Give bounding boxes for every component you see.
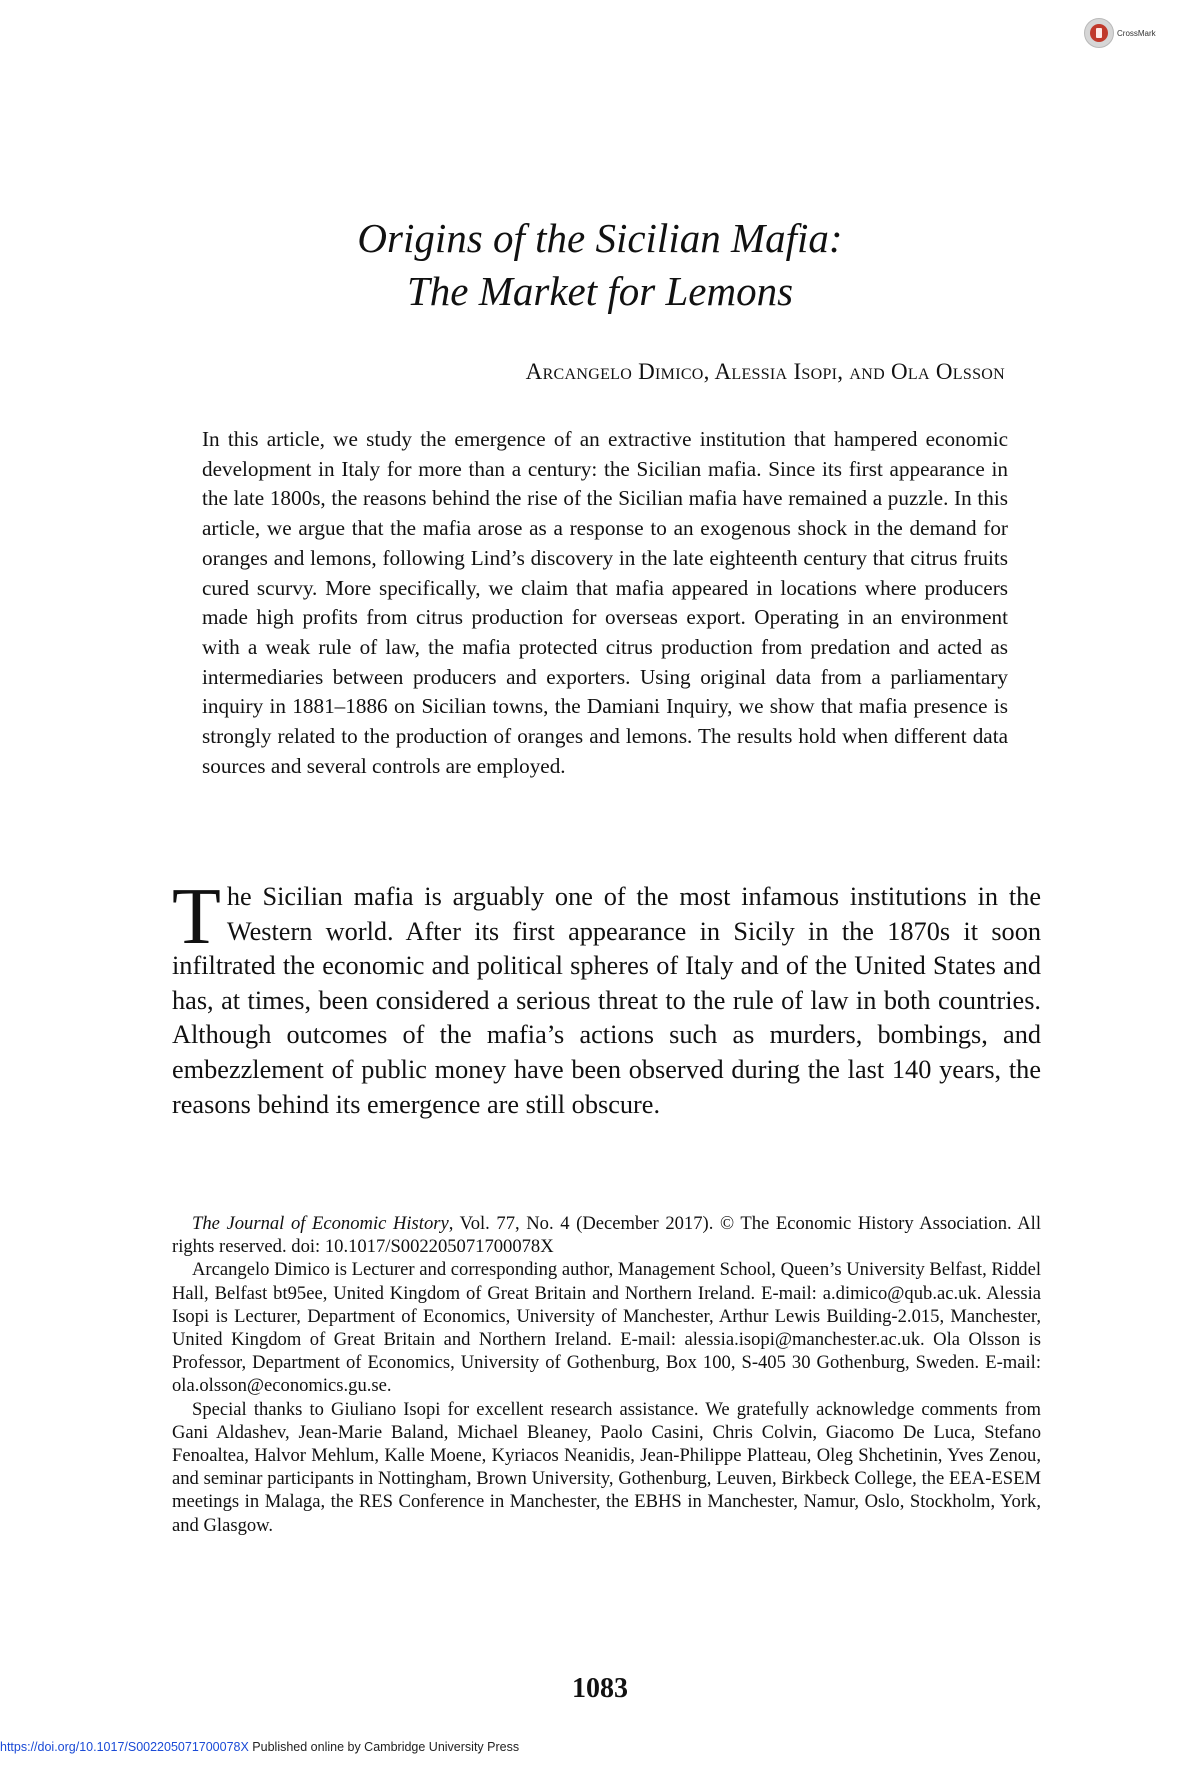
abstract: In this article, we study the emergence of an extractive institution that hampered economic development in Italy for more than a century: the Sicilian mafia. Since its first appearance in the late 1800s, the reasons behind the rise of the Sicilian mafia have remained a puzzle. In this article, we argue that the mafia arose as a response to an exogenous shock in the demand for oranges and lemons, following Lind’s discovery in the late eighteenth century that citrus fruits cured scurvy. More specifically, we claim that mafia appeared in locations where producers made high profits from citrus production for overseas export. Operating in an environment with a weak rule of law, the mafia protected citrus production from predation and acted as intermediaries between producers and exporters. Using original data from a parliamentary inquiry in 1881–1886 on Sicilian towns, the Damiani Inquiry, we show that mafia presence is strongly related to the production of oranges and lemons. The results hold when different data sources and several controls are employed. xyxy=(202,427,1008,778)
author-list: Arcangelo Dimico, Alessia Isopi, and Ola Olsson xyxy=(525,359,1005,384)
author-affiliations: Arcangelo Dimico is Lecturer and corresponding author, Management School, Queen’s University Belfast, Riddel Hall, Belfast bt95ee, United Kingdom of Great Britain and Northern Ireland. E-mail: a.dimico@qub.ac.uk. Alessia Isopi is Lecturer, Department of Economics, University of Manchester, Arthur Lewis Building-2.015, Manchester, United Kingdom of Great Britain and Northern Ireland. E-mail: alessia.isopi@manchester.ac.uk. Ola Olsson is Professor, Department of Economics, University of Gothenburg, Box 100, S-405 30 Gothenburg, Sweden. E-mail: ola.olsson@economics.gu.se. xyxy=(172,1259,1041,1397)
publisher-note: Published online by Cambridge University Press xyxy=(248,1740,520,1754)
crossmark-label: CrossMark xyxy=(1117,28,1156,38)
footnotes xyxy=(172,1212,1041,1537)
citation-text: , Vol. 77, No. 4 (December 2017). © The Economic History Association. All rights reserved. doi: 10.1017/S002205071700078X xyxy=(172,1213,1041,1258)
journal-name: The Journal of Economic History xyxy=(192,1213,449,1234)
crossmark-icon xyxy=(1084,18,1114,48)
intro-paragraph xyxy=(172,873,1041,1122)
publication-footer xyxy=(0,1740,519,1754)
crossmark-badge[interactable] xyxy=(1084,18,1156,48)
intro-text: he Sicilian mafia is arguably one of the most infamous institutions in the Western world. After its first appearance in Sicily in the 1870s it soon infiltrated the economic and political spheres of Italy and of the United States and has, at times, been considered a serious threat to the rule of law in both countries. Although outcomes of the mafia’s actions such as murders, bombings, and embezzlement of public money have been observed during the last 140 years, the reasons behind its emergence are still obscure. xyxy=(172,882,1041,1119)
drop-cap: T xyxy=(172,873,221,961)
title-line-2: The Market for Lemons xyxy=(406,268,794,314)
article-title xyxy=(0,212,1200,318)
page-number: 1083 xyxy=(572,1673,628,1704)
acknowledgments: Special thanks to Giuliano Isopi for excellent research assistance. We gratefully acknowledge comments from Gani Aldashev, Jean-Marie Baland, Michael Bleaney, Paolo Casini, Chris Colvin, Giacomo De Luca, Stefano Fenoaltea, Halvor Mehlum, Kalle Moene, Kyriacos Neanidis, Jean-Philippe Platteau, Oleg Shchetinin, Yves Zenou, and seminar participants in Nottingham, Brown University, Gothenburg, Leuven, Birkbeck College, the EEA-ESEM meetings in Malaga, the RES Conference in Manchester, the EBHS in Manchester, Namur, Oslo, Stockholm, York, and Glasgow. xyxy=(172,1398,1041,1536)
title-line-1: Origins of the Sicilian Mafia: xyxy=(357,215,843,261)
doi-link[interactable]: https://doi.org/10.1017/S002205071700078X xyxy=(0,1740,249,1754)
journal-citation xyxy=(172,1212,1041,1258)
